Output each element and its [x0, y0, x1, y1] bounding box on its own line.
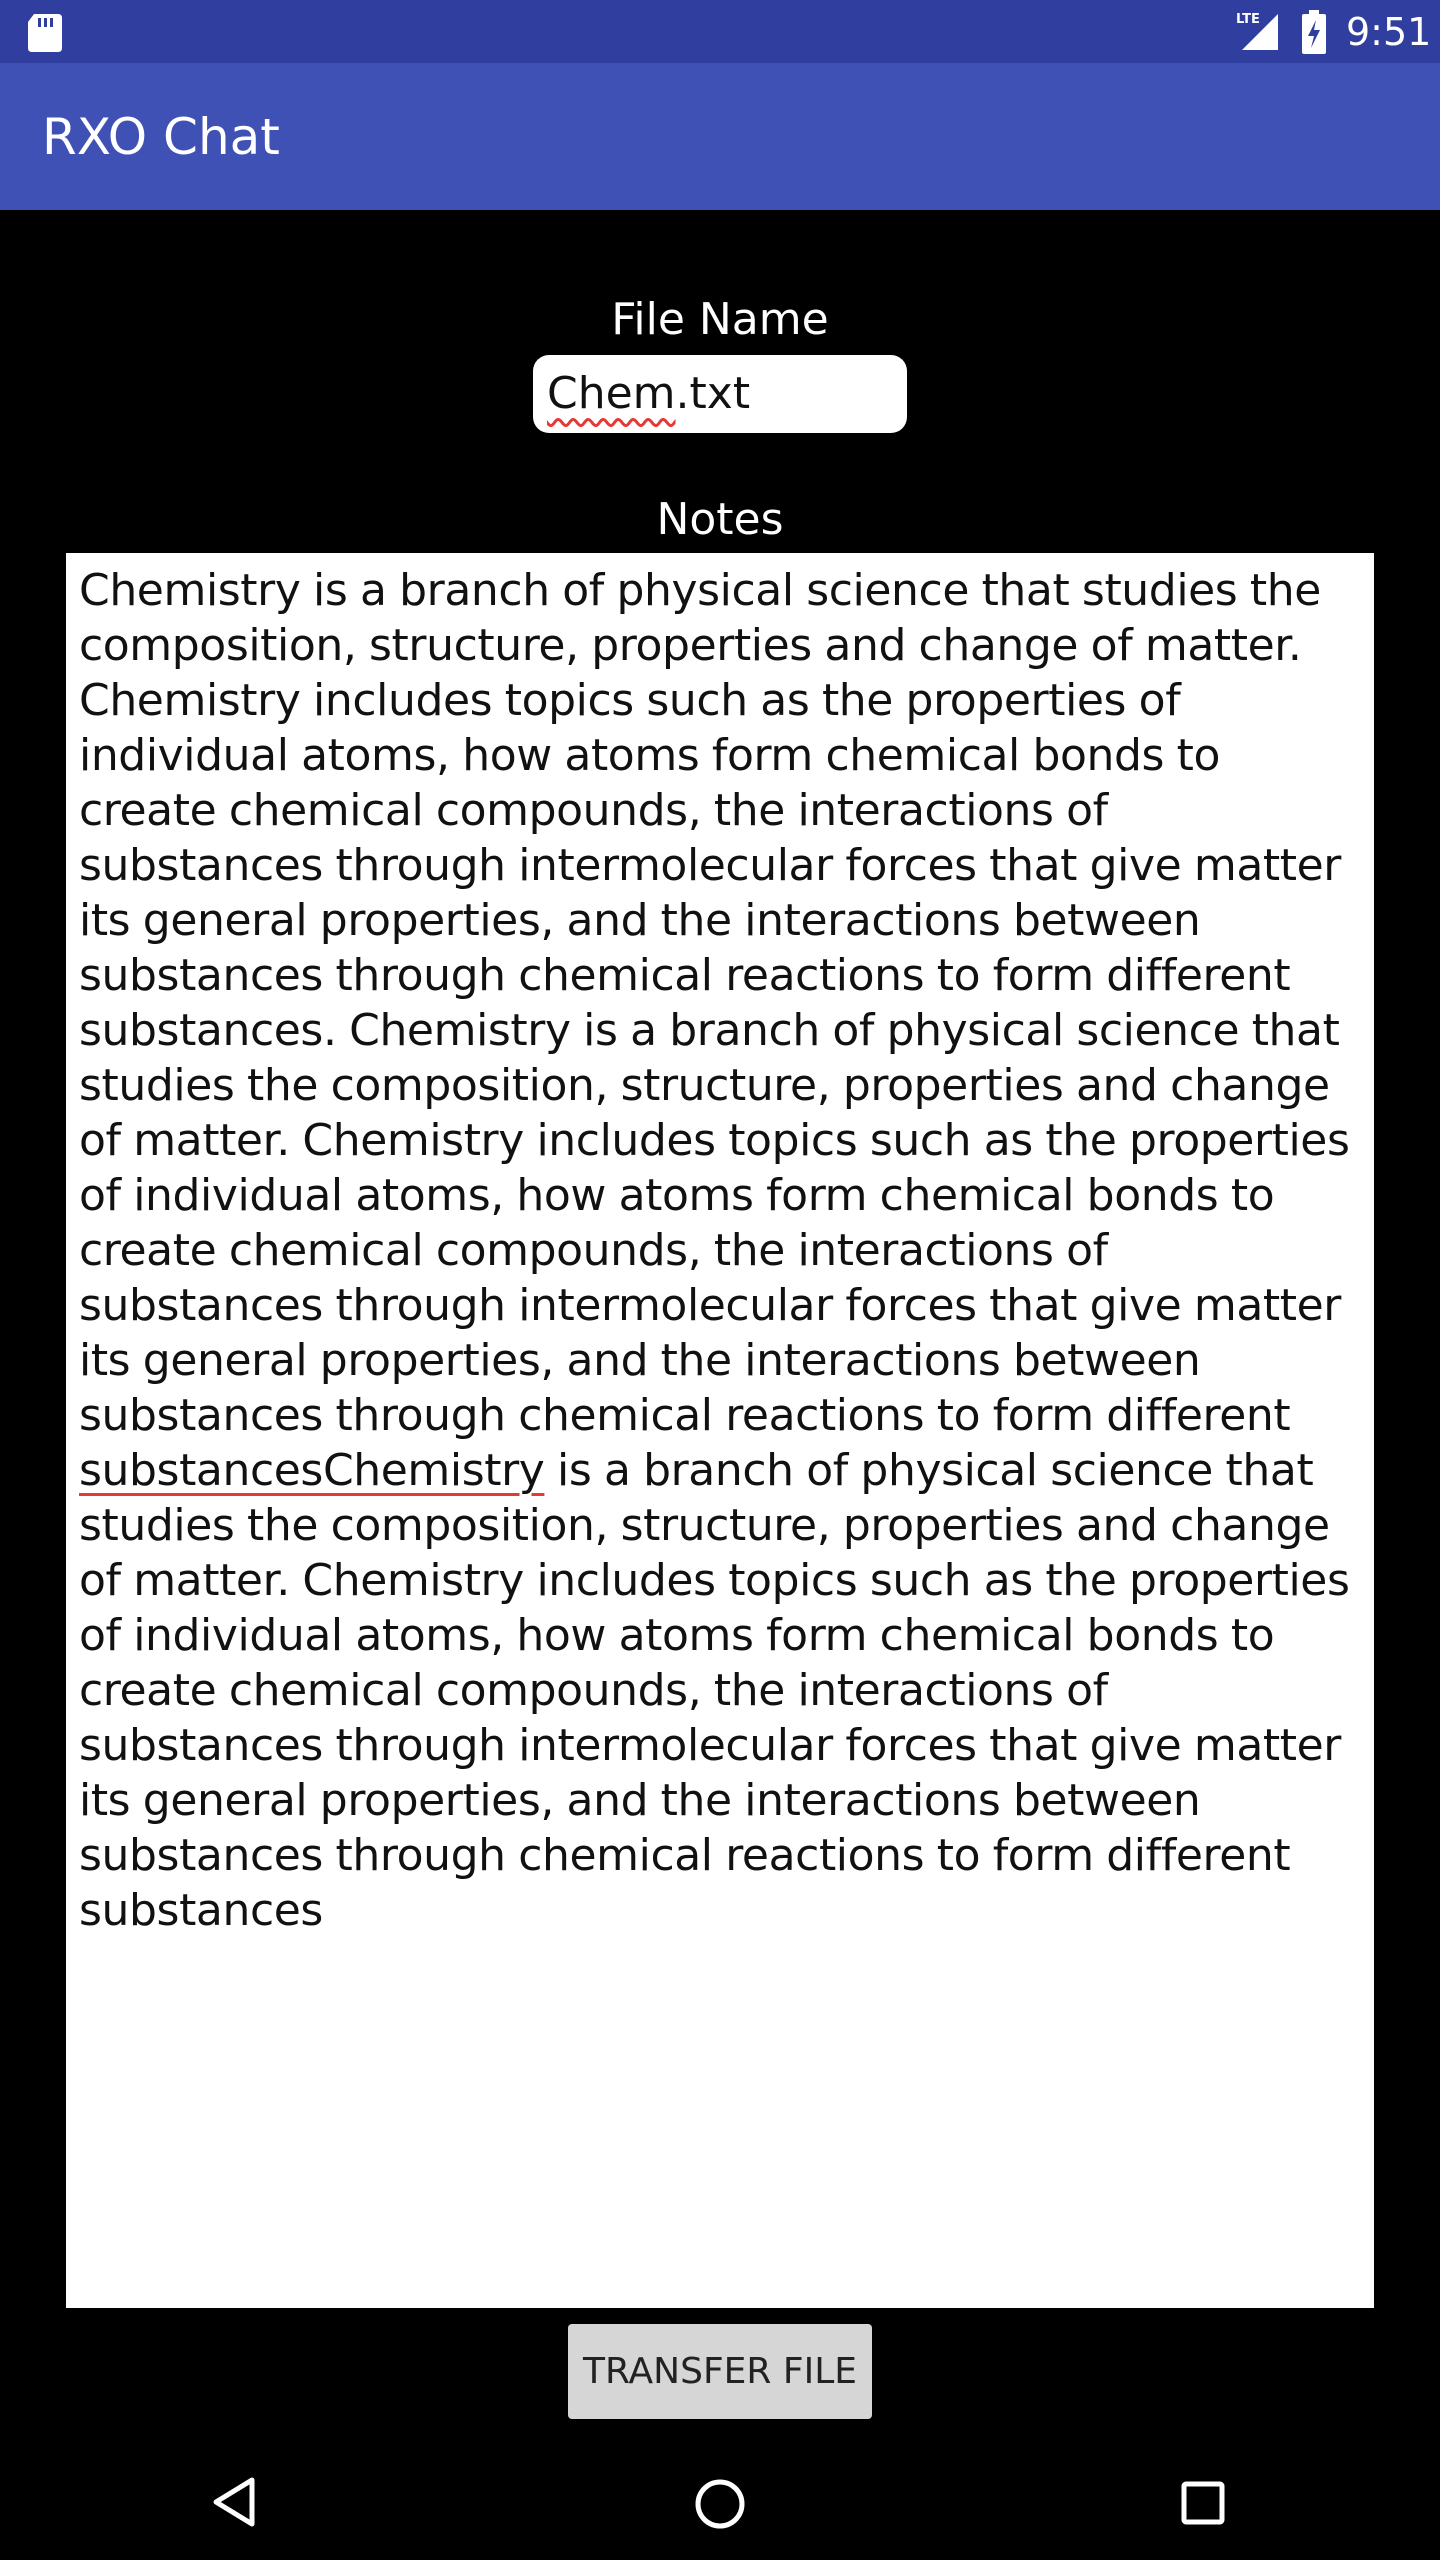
lte-signal-icon: [1236, 10, 1280, 52]
network-type-label: LTE: [1236, 12, 1260, 27]
status-bar: [0, 0, 1440, 63]
notes-text-part-1: Chemistry is a branch of physical science that studies the composition, structure, properties and change of matter. Chemistry includes topics such as the properties of individual atoms, how atoms form chemical bonds to create chemical compounds, the interactions of substances through intermolecular forces that give matter its general properties, and the interactions between substances through chemical reactions to form different substances. Chemistry is a branch of physical science that studies the composition, structure, properties and change of matter. Chemistry includes topics such as the properties of individual atoms, how atoms form chemical bonds to create chemical compounds, the interactions of substances through intermolecular forces that give matter its general properties, and the interactions between substances through chemical reactions to form different: [79, 565, 1350, 1441]
status-clock: 9:51: [1346, 10, 1432, 54]
back-icon[interactable]: [210, 2476, 258, 2528]
navigation-bar: [0, 2436, 1440, 2560]
file-name-input[interactable]: [533, 355, 907, 433]
battery-charging-icon: [1300, 10, 1328, 54]
home-icon[interactable]: [694, 2478, 746, 2530]
file-name-base: Chem: [547, 368, 676, 419]
sd-card-icon: [26, 12, 64, 52]
file-name-ext: .txt: [675, 368, 751, 419]
file-name-label: File Name: [611, 294, 829, 345]
app-title: RXO Chat: [42, 108, 280, 166]
notes-text-part-2: is a branch of physical science that studies the composition, structure, properties and change of matter. Chemistry includes topics such as the properties of individual atoms, how atoms form chemical bonds to create chemical compounds, the interactions of substances through intermolecular forces that give matter its general properties, and the interactions between substances through chemical reactions to form different substances: [79, 1445, 1350, 1936]
notes-label: Notes: [656, 494, 784, 545]
recents-icon[interactable]: [1180, 2480, 1226, 2526]
misspelled-word: substancesChemistry: [79, 1445, 545, 1496]
transfer-file-button[interactable]: TRANSFER FILE: [568, 2324, 872, 2419]
notes-textarea[interactable]: [66, 553, 1374, 2308]
notes-text: [79, 563, 1362, 1938]
app-bar: [0, 63, 1440, 210]
